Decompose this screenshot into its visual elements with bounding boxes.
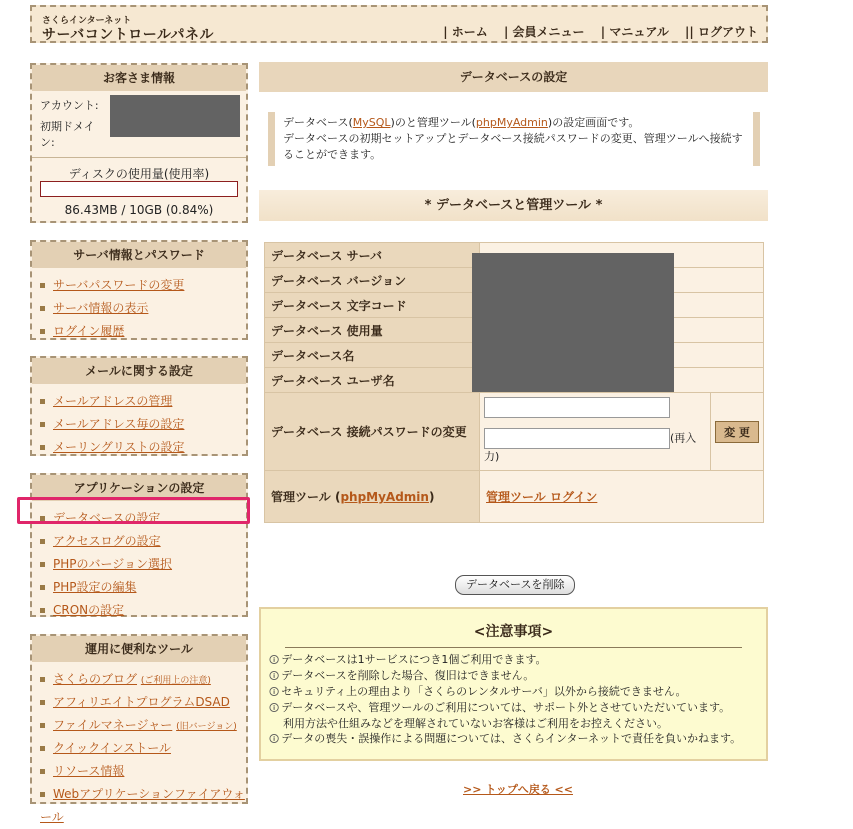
intro-text-part: データベースの初期セットアップとデータベース接続パスワードの変更、管理ツールへ接続す	[283, 132, 743, 145]
customer-info-title: お客さま情報	[32, 65, 246, 91]
sidebar-link[interactable]: サーバ情報の表示	[53, 301, 149, 315]
notice-item	[269, 731, 766, 747]
bullet-icon	[40, 792, 45, 797]
back-to-top-link[interactable]: >> トップへ戻る <<	[463, 783, 573, 796]
password-cell	[480, 393, 764, 471]
admin-tool-login-link[interactable]: 管理ツール ログイン	[486, 490, 598, 504]
sidebar-link[interactable]: ファイルマネージャー	[53, 718, 173, 732]
sidebar-link[interactable]: リソース情報	[53, 764, 125, 778]
sidebar-link[interactable]: アフィリエイトプログラムDSAD	[53, 695, 230, 709]
bullet-icon	[40, 283, 45, 288]
sidebar-link[interactable]: メールアドレスの管理	[53, 394, 173, 408]
info-icon: 🛈	[269, 734, 280, 745]
admin-tool-label-text: 管理ツール (	[271, 490, 341, 504]
intro-text-part: ることができます。	[283, 148, 382, 161]
sidebar-link[interactable]: Webアプリケーションファイアウォール	[40, 787, 245, 824]
notice-item	[269, 700, 766, 731]
sidebar-item-login-history[interactable]	[32, 320, 246, 343]
sidebar-link[interactable]: クイックインストール	[53, 741, 171, 755]
sidebar-note-link[interactable]: (ご利用上の注意)	[140, 676, 211, 686]
sidebar-item-php-version[interactable]	[32, 553, 246, 576]
bullet-icon	[40, 608, 45, 613]
table-row	[265, 393, 764, 471]
logo-title: サーバコントロールパネル	[42, 27, 215, 43]
intro-text-part: )の設定画面です。	[547, 116, 640, 129]
password-confirm-field[interactable]	[484, 428, 670, 449]
bullet-icon	[40, 306, 45, 311]
sidebar-item-blog[interactable]	[32, 668, 246, 691]
bullet-icon	[40, 399, 45, 404]
sidebar-link[interactable]: PHPのバージョン選択	[53, 557, 173, 571]
phpmyadmin-tool-link[interactable]: phpMyAdmin	[340, 490, 429, 504]
app-settings-box	[30, 473, 248, 617]
sidebar-item-cron[interactable]	[32, 599, 246, 622]
bullet-icon	[40, 723, 45, 728]
sidebar-item-server-info[interactable]	[32, 297, 246, 320]
nav-home[interactable]: ホーム	[451, 25, 488, 39]
nav-logout[interactable]: ログアウト	[697, 25, 758, 39]
sidebar-item-waf[interactable]	[32, 783, 246, 824]
notice-item-text: データベースは1サービスにつき1個ご利用できます。	[281, 653, 547, 666]
row-label: データベース 使用量	[265, 318, 480, 343]
logo-company: さくらインターネット	[42, 16, 132, 26]
top-nav: | ホーム | 会員メニュー | マニュアル || ログアウト	[443, 25, 758, 39]
disk-usage-bar	[40, 181, 238, 197]
reenter-label: (再入力)	[484, 431, 697, 463]
app-settings-title: アプリケーションの設定	[32, 475, 246, 501]
bullet-icon	[40, 422, 45, 427]
sidebar-link[interactable]: アクセスログの設定	[53, 534, 161, 548]
mail-settings-title: メールに関する設定	[32, 358, 246, 384]
sidebar-link[interactable]: メーリングリストの設定	[53, 440, 185, 454]
row-label: データベース 文字コード	[265, 293, 480, 318]
notice-item-subline: 利用方法や仕組みなどを理解されていないお客様はご利用をお控えください。	[283, 717, 668, 730]
tools-box	[30, 634, 248, 824]
sidebar-link[interactable]: データベースの設定	[53, 511, 161, 525]
intro-text-part: )のと管理ツール(	[390, 116, 476, 129]
notice-item-text: セキュリティ上の理由より「さくらのレンタルサーバ」以外から接続できません。	[281, 685, 687, 698]
sidebar-item-mail-address[interactable]	[32, 390, 246, 413]
info-icon: 🛈	[269, 655, 280, 666]
bullet-icon	[40, 769, 45, 774]
page-title: データベースの設定	[259, 62, 768, 92]
server-info-title: サーバ情報とパスワード	[32, 242, 246, 268]
row-label: データベース ユーザ名	[265, 368, 480, 393]
intro-text-part: データベース(	[283, 116, 353, 129]
change-password-button[interactable]: 変 更	[715, 421, 759, 443]
info-icon: 🛈	[269, 671, 280, 682]
notice-title: <注意事項>	[473, 624, 554, 640]
notice-item	[269, 652, 766, 668]
domain-label: 初期ドメイン:	[40, 120, 95, 149]
sidebar-item-affiliate[interactable]	[32, 691, 246, 714]
account-label: アカウント:	[40, 99, 99, 112]
sidebar-link[interactable]: CRONの設定	[53, 603, 125, 617]
admin-tool-label	[265, 471, 480, 523]
redacted-account-info	[110, 95, 240, 137]
notice-box	[259, 607, 768, 761]
notice-item	[269, 684, 766, 700]
sidebar-note-link[interactable]: (旧バージョン)	[176, 722, 237, 732]
password-field[interactable]	[484, 397, 670, 418]
disk-usage-value: 86.43MB / 10GB (0.84%)	[64, 203, 214, 217]
sidebar-link[interactable]: ログイン履歴	[53, 324, 125, 338]
divider	[285, 647, 742, 648]
info-icon: 🛈	[269, 687, 280, 698]
tools-title: 運用に便利なツール	[32, 636, 246, 662]
delete-database-button[interactable]: データベースを削除	[455, 575, 575, 595]
notice-item-text: データベースや、管理ツールのご利用については、サポート外とさせていただいています。	[281, 701, 731, 714]
bullet-icon	[40, 539, 45, 544]
sidebar-item-file-manager[interactable]	[32, 714, 246, 737]
sidebar-item-server-password[interactable]	[32, 274, 246, 297]
sidebar-link[interactable]: さくらのブログ	[53, 672, 138, 686]
sidebar-item-mail-per-address[interactable]	[32, 413, 246, 436]
sidebar-item-php-settings[interactable]	[32, 576, 246, 599]
sidebar-link[interactable]: メールアドレス毎の設定	[53, 417, 185, 431]
bullet-icon	[40, 585, 45, 590]
bullet-icon	[40, 677, 45, 682]
admin-tool-label-text: )	[428, 490, 435, 504]
divider	[32, 157, 246, 158]
sidebar-item-mailing-list[interactable]	[32, 436, 246, 459]
phpmyadmin-link[interactable]: phpMyAdmin	[475, 116, 548, 129]
nav-member-menu[interactable]: 会員メニュー	[512, 25, 585, 39]
sidebar-link[interactable]: PHP設定の編集	[53, 580, 137, 594]
intro-text	[268, 112, 760, 166]
nav-manual[interactable]: マニュアル	[609, 25, 669, 39]
selection-highlight	[17, 497, 250, 524]
bullet-icon	[40, 700, 45, 705]
server-info-box	[30, 240, 248, 340]
sidebar-item-quick-install[interactable]	[32, 737, 246, 760]
mysql-link[interactable]: MySQL	[352, 116, 391, 129]
section-title: * データベースと管理ツール *	[259, 190, 768, 221]
info-icon: 🛈	[269, 703, 280, 714]
sidebar-item-resource-info[interactable]	[32, 760, 246, 783]
bullet-icon	[40, 445, 45, 450]
notice-item-text: データベースを削除した場合、復旧はできません。	[281, 669, 535, 682]
bullet-icon	[40, 562, 45, 567]
customer-info-box	[30, 63, 248, 223]
notice-item-text: データの喪失・誤操作による問題については、さくらインターネットで責任を負いかねます。	[281, 732, 742, 745]
bullet-icon	[40, 746, 45, 751]
admin-tool-cell	[480, 471, 764, 523]
notice-item	[269, 668, 766, 684]
disk-usage-label: ディスクの使用量(使用率)	[68, 167, 210, 181]
row-label: データベース サーバ	[265, 243, 480, 268]
password-label: データベース 接続パスワードの変更	[265, 393, 480, 471]
sidebar-link[interactable]: サーバパスワードの変更	[53, 278, 185, 292]
header-bar	[30, 5, 768, 43]
redacted-database-values	[472, 253, 674, 392]
row-label: データベース名	[265, 343, 480, 368]
table-row	[265, 471, 764, 523]
sidebar-item-access-log[interactable]	[32, 530, 246, 553]
row-label: データベース バージョン	[265, 268, 480, 293]
mail-settings-box	[30, 356, 248, 456]
bullet-icon	[40, 329, 45, 334]
